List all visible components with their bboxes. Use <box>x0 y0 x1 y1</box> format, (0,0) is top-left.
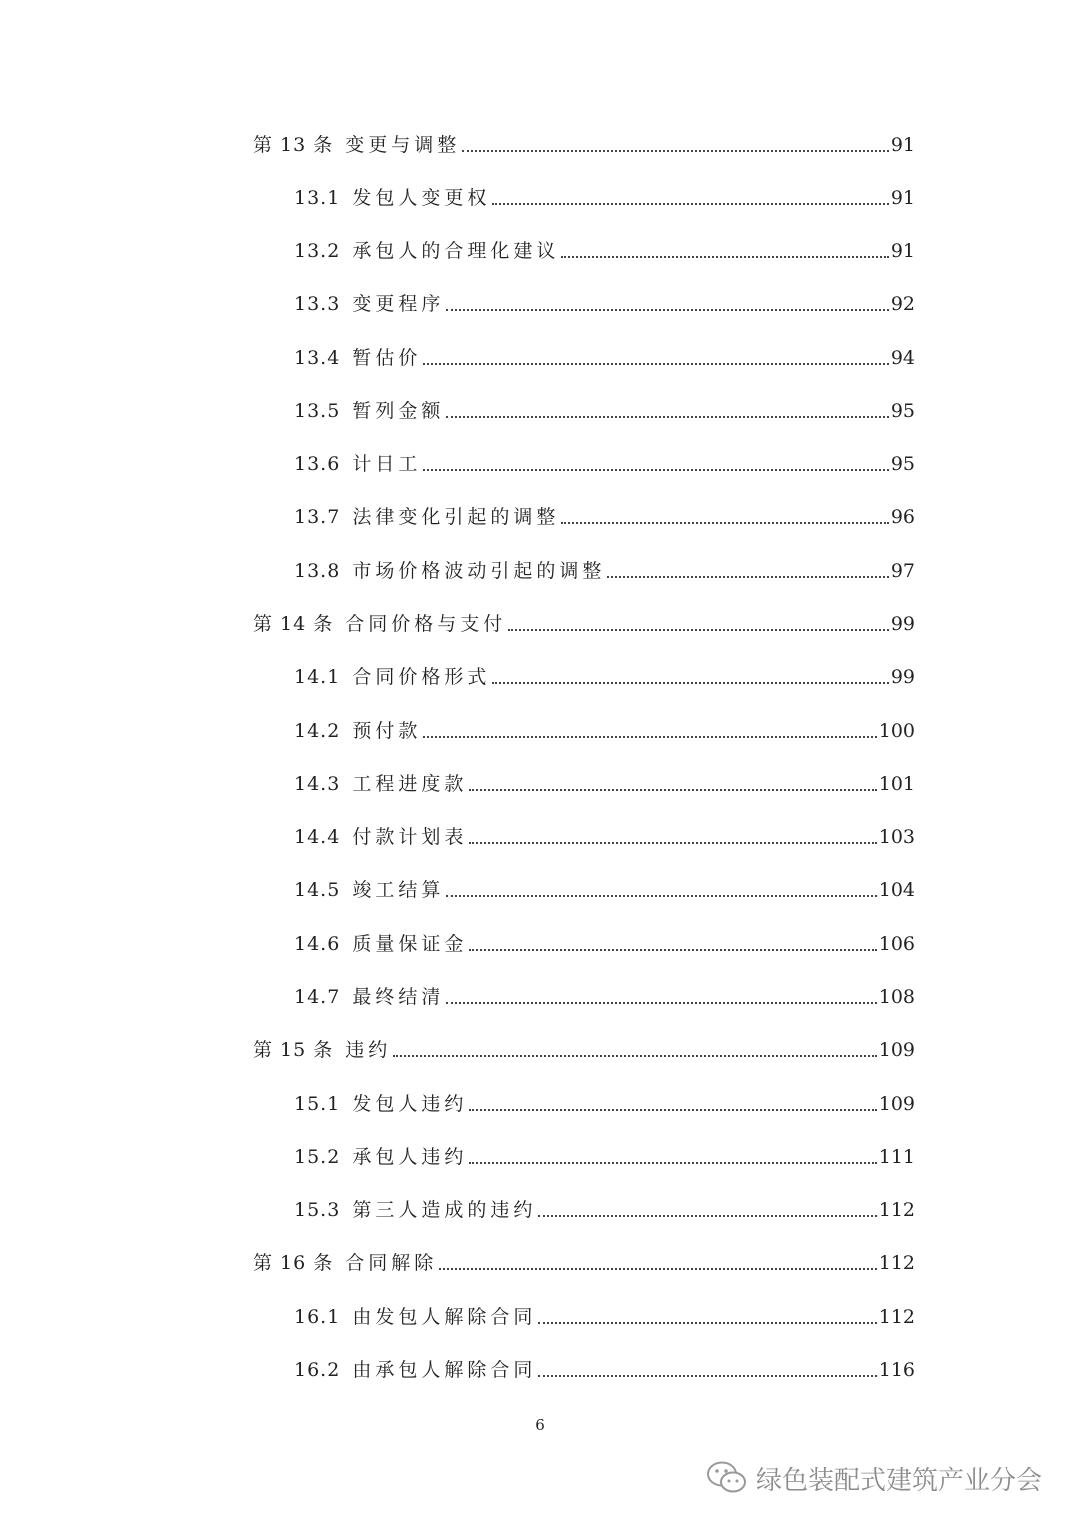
toc-entry-page: 112 <box>878 1199 915 1221</box>
toc-entry-title: 承包人违约 <box>352 1146 468 1168</box>
toc-entry-13-6[interactable] <box>294 449 915 479</box>
toc-leader-dots <box>561 522 888 524</box>
toc-entry-page: 92 <box>890 293 915 315</box>
toc-entry-15-3[interactable] <box>294 1195 915 1225</box>
toc-entry-article-14[interactable] <box>253 609 915 639</box>
toc-entry-title: 第三人造成的违约 <box>352 1199 537 1221</box>
toc-leader-dots <box>446 1002 876 1004</box>
toc-entry-page: 104 <box>878 879 915 901</box>
toc-entry-page: 112 <box>878 1306 915 1328</box>
wechat-icon <box>706 1460 748 1496</box>
toc-leader-dots <box>492 682 888 684</box>
toc-entry-16-1[interactable] <box>294 1302 915 1332</box>
toc-leader-dots <box>492 203 888 205</box>
toc-entry-13-4[interactable] <box>294 343 915 373</box>
toc-entry-number: 13.1 <box>294 187 341 209</box>
toc-entry-page: 94 <box>890 347 915 369</box>
toc-entry-title: 质量保证金 <box>352 933 468 955</box>
toc-entry-number: 16.1 <box>294 1306 341 1328</box>
toc-entry-14-4[interactable] <box>294 822 915 852</box>
toc-entry-page: 91 <box>890 134 915 156</box>
toc-entry-15-2[interactable] <box>294 1142 915 1172</box>
toc-entry-13-8[interactable] <box>294 556 915 586</box>
toc-leader-dots <box>393 1055 876 1057</box>
toc-entry-number: 14.5 <box>294 879 341 901</box>
toc-leader-dots <box>469 789 876 791</box>
toc-entry-16-2[interactable] <box>294 1355 915 1385</box>
toc-entry-title: 法律变化引起的调整 <box>352 506 560 528</box>
toc-leader-dots <box>469 842 876 844</box>
toc-leader-dots <box>446 309 888 311</box>
toc-leader-dots <box>561 256 888 258</box>
toc-entry-title: 变更程序 <box>352 293 445 315</box>
toc-entry-page: 91 <box>890 240 915 262</box>
toc-entry-page: 116 <box>878 1359 915 1381</box>
toc-entry-14-1[interactable] <box>294 662 915 692</box>
toc-leader-dots <box>439 1268 876 1270</box>
toc-entry-title: 由发包人解除合同 <box>352 1306 537 1328</box>
toc-entry-14-3[interactable] <box>294 769 915 799</box>
toc-entry-number: 14.4 <box>294 826 341 848</box>
toc-entry-title: 计日工 <box>352 453 422 475</box>
toc-entry-number: 13.2 <box>294 240 341 262</box>
toc-entry-title: 违约 <box>345 1039 392 1061</box>
page-number: 6 <box>535 1416 545 1434</box>
toc-leader-dots <box>469 949 876 951</box>
toc-entry-title: 预付款 <box>352 720 422 742</box>
toc-entry-number: 13.8 <box>294 560 341 582</box>
toc-entry-page: 99 <box>890 666 915 688</box>
toc-entry-title: 变更与调整 <box>345 134 461 156</box>
toc-leader-dots <box>538 1375 876 1377</box>
toc-entry-page: 95 <box>890 453 915 475</box>
toc-entry-title: 暂列金额 <box>352 400 445 422</box>
toc-entry-title: 市场价格波动引起的调整 <box>352 560 606 582</box>
toc-leader-dots <box>538 1215 876 1217</box>
toc-entry-number: 第 16 条 <box>253 1252 334 1274</box>
toc-entry-title: 发包人变更权 <box>352 187 491 209</box>
toc-leader-dots <box>508 629 889 631</box>
toc-entry-article-13[interactable] <box>253 130 915 160</box>
toc-entry-article-16[interactable] <box>253 1248 915 1278</box>
toc-entry-title: 工程进度款 <box>352 773 468 795</box>
toc-entry-number: 13.3 <box>294 293 341 315</box>
toc-entry-number: 16.2 <box>294 1359 341 1381</box>
toc-entry-14-5[interactable] <box>294 875 915 905</box>
toc-entry-title: 暂估价 <box>352 347 422 369</box>
toc-leader-dots <box>446 416 888 418</box>
toc-entry-page: 103 <box>878 826 915 848</box>
toc-entry-13-1[interactable] <box>294 183 915 213</box>
toc-entry-number: 13.7 <box>294 506 341 528</box>
toc-entry-number: 13.6 <box>294 453 341 475</box>
toc-entry-page: 96 <box>890 506 915 528</box>
toc-entry-page: 97 <box>890 560 915 582</box>
toc-entry-13-7[interactable] <box>294 502 915 532</box>
watermark <box>706 1456 1042 1500</box>
toc-entry-title: 由承包人解除合同 <box>352 1359 537 1381</box>
toc-entry-13-5[interactable] <box>294 396 915 426</box>
toc-entry-number: 第 15 条 <box>253 1039 334 1061</box>
toc-leader-dots <box>446 895 876 897</box>
toc-entry-number: 第 14 条 <box>253 613 334 635</box>
toc-entry-article-15[interactable] <box>253 1035 915 1065</box>
toc-entry-number: 13.4 <box>294 347 341 369</box>
toc-entry-13-2[interactable] <box>294 236 915 266</box>
toc-entry-14-7[interactable] <box>294 982 915 1012</box>
toc-entry-page: 111 <box>878 1146 915 1168</box>
toc-leader-dots <box>538 1322 876 1324</box>
watermark-text: 绿色装配式建筑产业分会 <box>756 1465 1043 1496</box>
toc-entry-number: 15.2 <box>294 1146 341 1168</box>
toc-entry-page: 109 <box>878 1093 915 1115</box>
toc-entry-page: 106 <box>878 933 915 955</box>
toc-entry-page: 109 <box>878 1039 915 1061</box>
toc-entry-14-2[interactable] <box>294 716 915 746</box>
toc-entry-13-3[interactable] <box>294 289 915 319</box>
toc-entry-page: 95 <box>890 400 915 422</box>
toc-entry-title: 合同价格与支付 <box>345 613 507 635</box>
toc-entry-title: 付款计划表 <box>352 826 468 848</box>
toc-entry-page: 112 <box>878 1252 915 1274</box>
toc-entry-title: 发包人违约 <box>352 1093 468 1115</box>
toc-entry-title: 合同价格形式 <box>352 666 491 688</box>
toc-entry-title: 承包人的合理化建议 <box>352 240 560 262</box>
toc-entry-page: 100 <box>878 720 915 742</box>
toc-entry-page: 101 <box>878 773 915 795</box>
toc-leader-dots <box>469 1162 876 1164</box>
toc-entry-page: 99 <box>890 613 915 635</box>
toc-leader-dots <box>423 469 888 471</box>
toc-entry-title: 最终结清 <box>352 986 445 1008</box>
toc-entry-title: 竣工结算 <box>352 879 445 901</box>
toc-entry-page: 108 <box>878 986 915 1008</box>
toc-leader-dots <box>469 1109 876 1111</box>
toc-entry-number: 14.2 <box>294 720 341 742</box>
toc-entry-title: 合同解除 <box>345 1252 438 1274</box>
toc-entry-number: 14.3 <box>294 773 341 795</box>
toc-entry-14-6[interactable] <box>294 929 915 959</box>
toc-entry-number: 14.7 <box>294 986 341 1008</box>
toc-entry-number: 第 13 条 <box>253 134 334 156</box>
toc-entry-number: 13.5 <box>294 400 341 422</box>
toc-entry-number: 15.3 <box>294 1199 341 1221</box>
toc-leader-dots <box>423 736 876 738</box>
toc-leader-dots <box>462 150 889 152</box>
toc-entry-number: 14.6 <box>294 933 341 955</box>
toc-entry-page: 91 <box>890 187 915 209</box>
toc-entry-15-1[interactable] <box>294 1089 915 1119</box>
toc-leader-dots <box>607 576 888 578</box>
toc-leader-dots <box>423 363 888 365</box>
toc-entry-number: 14.1 <box>294 666 341 688</box>
toc-entry-number: 15.1 <box>294 1093 341 1115</box>
